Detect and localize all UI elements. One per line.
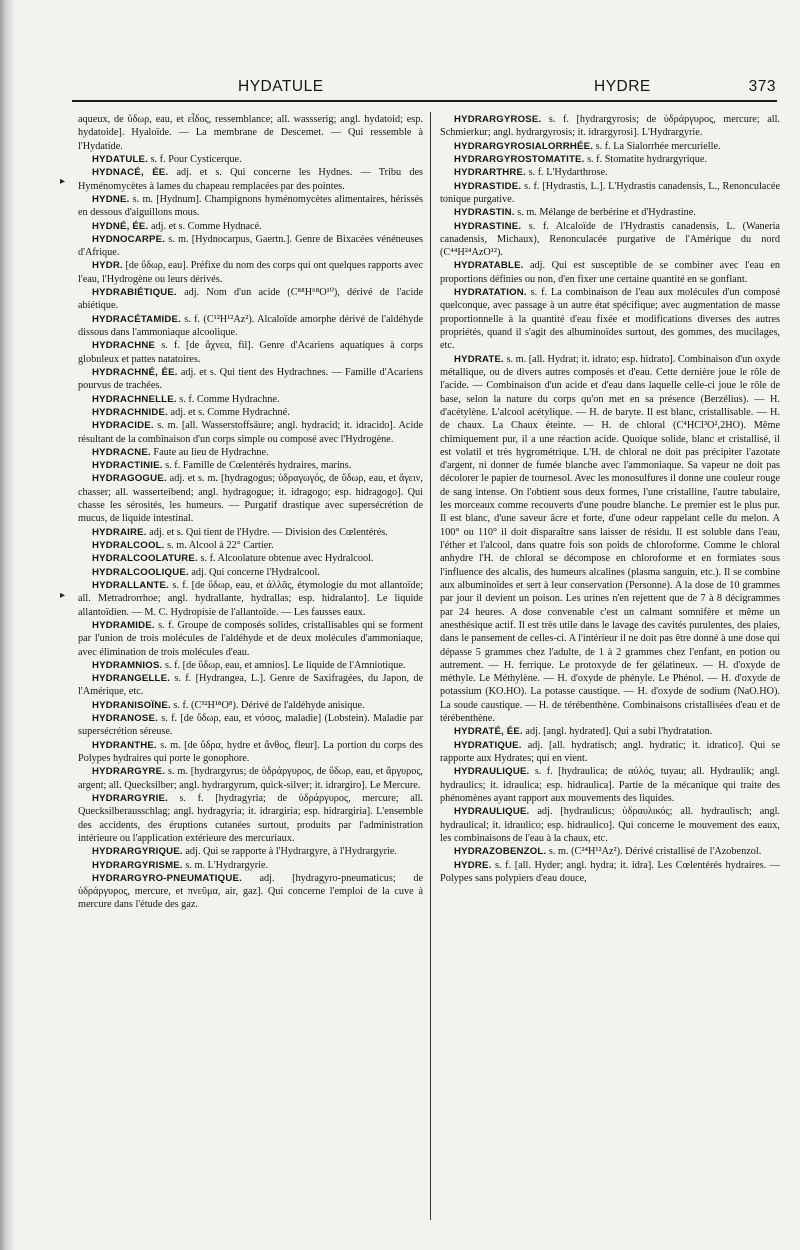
entry-definition: s. f. [Hydrangea, L.]. Genre de Saxifragées, du Japon, de l'Amérique, etc. (78, 673, 423, 698)
entry-headword: HYDNÉ, ÉE. (92, 220, 149, 232)
page-number: 373 (748, 78, 776, 95)
entry-headword: HYDRARGYROSIALORRHÉE. (454, 140, 594, 152)
entry-definition: aqueux, de ὕδωρ, eau, et εἶδος, ressemblance; all. wassserig; angl. hydatoid; esp. hydatoide]. Hyaloïde. — La membrane de Descemet. — Qui ressemble à l'Hydatide. (78, 114, 423, 152)
entry-definition: s. m. [hydrargyrus; de ὑδράργυρος, de ὕδωρ, eau, et ἄργυρος, argent; all. Quecksilber; angl. hydrargyrum, quick-silver; it. idrargiro]. Le Mercure. (78, 766, 423, 791)
entry-headword: HYDRACÉTAMIDE. (92, 313, 181, 325)
header-last-word: HYDRE (594, 78, 651, 95)
entry-headword: HYDNE. (92, 193, 130, 205)
dictionary-entry (78, 526, 423, 539)
entry-definition: s. f. Pour Cysticerque. (148, 153, 242, 165)
entry-headword: HYDRALCOOLIQUE. (92, 566, 189, 578)
entry-headword: HYDRANTHE. (92, 739, 157, 751)
entry-definition: s. f. [de ἄχνεα, fil]. Genre d'Acariens aquatiques à corps globuleux et pattes natatoires. (78, 340, 423, 365)
entry-headword: HYDRABIÉTIQUE. (92, 287, 177, 299)
dictionary-entry (78, 446, 423, 459)
dictionary-entry (440, 180, 780, 207)
entry-headword: HYDRATÉ, ÉE. (454, 726, 523, 738)
entry-definition: [de ὕδωρ, eau]. Préfixe du nom des corps qui ont quelques rapports avec l'eau, l'Hydrogène ou leurs dérivés. (78, 260, 423, 285)
dictionary-entry (78, 393, 423, 406)
entry-headword: HYDRALCOOLATURE. (92, 553, 198, 565)
entry-definition: adj. et s. Qui concerne les Hydnes. — Tribu des Hyménomycètes à lames du chapeau remplacées par des pointes. (78, 167, 423, 192)
dictionary-entry (78, 659, 423, 672)
dictionary-entry (440, 286, 780, 353)
running-header (48, 76, 776, 102)
entry-headword: HYDRALCOOL. (92, 540, 165, 551)
dictionary-entry (78, 419, 423, 446)
dictionary-entry (440, 140, 780, 153)
dictionary-entry (78, 220, 423, 233)
entry-definition: s. m. [all. Wasserstoffsäure; angl. hydracid; it. idracido]. Acide résultant de la combinaison d'un corps simple ou composé avec l'Hydrogène. (78, 420, 423, 445)
margin-mark: ▸ (60, 176, 66, 187)
entry-headword: HYDRACHNIDE. (92, 406, 168, 418)
entry-definition: s. f. [hydragyria; de ὑδράργυρος, mercure; all. Quecksilberausschlag; angl. hydragyria; it. idrargiria; esp. hidrargiria]. L'ensemble des accidents, des éruptions cutanées surtout, produits par l'administration intérieure ou l'application extérieure des mercuriaux. (78, 792, 423, 844)
entry-headword: HYDRARGYRE. (92, 766, 166, 778)
entry-definition: adj. [all. hydratisch; angl. hydratic; it. idratico]. Qui se rapporte aux Hydrates; qui en vient. (440, 739, 780, 764)
dictionary-entry (78, 339, 423, 366)
entry-definition: s. f. (C¹²H¹²Az²). Alcaloïde amorphe dérivé de l'aldéhyde dissous dans l'ammoniaque alcoolique. (78, 313, 423, 338)
dictionary-entry (78, 579, 423, 619)
entry-headword: HYDRAIRE. (92, 526, 147, 538)
dictionary-entry (78, 366, 423, 393)
dictionary-entry (440, 845, 780, 858)
entry-definition: s. f. Stomatite hydrargyrique. (584, 153, 708, 165)
entry-definition: s. m. [Hydnum]. Champignons hyménomycètes alimentaires, hérissés en dessous d'aiguillons mous. (78, 193, 423, 219)
entry-headword: HYDRASTIN. (454, 207, 515, 219)
dictionary-entry (78, 672, 423, 699)
entry-headword: HYDRATABLE. (454, 260, 524, 272)
dictionary-entry (78, 619, 423, 659)
entry-headword: HYDRARGYRIE. (92, 792, 168, 804)
entry-headword: HYDRARGYRISME. (92, 859, 183, 871)
entry-headword: HYDRAMNIOS. (92, 659, 163, 671)
entry-headword: HYDRAZOBENZOL. (454, 846, 547, 858)
dictionary-entry (440, 739, 780, 766)
header-rule (72, 100, 777, 102)
dictionary-entry (440, 765, 780, 805)
entry-definition: s. m. L'Hydrargyrie. (182, 859, 269, 871)
entry-headword: HYDRARGYROSTOMATITE. (454, 153, 585, 165)
dictionary-entry (440, 805, 780, 845)
dictionary-entry (78, 472, 423, 525)
entry-definition: s. f. (C³²H¹⁸O⁸). Dérivé de l'aldéhyde anisique. (170, 699, 365, 711)
dictionary-entry (440, 113, 780, 140)
dictionary-entry (440, 859, 780, 886)
dictionary-entry (440, 153, 780, 166)
entry-definition: Faute au lieu de Hydrachne. (150, 446, 269, 458)
dictionary-entry (440, 725, 780, 738)
entry-definition: s. m. [Hydnocarpus, Gaertn.]. Genre de Bixacées vénéneuses d'Afrique. (78, 233, 423, 259)
dictionary-entry (78, 792, 423, 845)
entry-definition: s. f. Alcaloïde de l'Hydrastis canadensis, L. (Waneria canadensis, Michaux), Renonculacée purgative de l'Amérique du nord (C⁴⁴H²⁴AzO¹²). (440, 220, 780, 259)
entry-definition: adj. et s. Comme Hydnacé. (148, 220, 262, 232)
entry-definition: adj. et s. Comme Hydrachné. (167, 406, 290, 418)
dictionary-entry (78, 699, 423, 712)
entry-definition: adj. et s. Qui tient de l'Hydre. — Division des Cœlentérés. (146, 526, 388, 538)
entry-definition: s. f. L'Hydarthrose. (526, 167, 608, 179)
dictionary-entry (78, 566, 423, 579)
dictionary-entry (78, 113, 423, 153)
entry-headword: HYDRACHNE (92, 340, 156, 352)
entry-definition: s. f. La Sialorrhée mercurielle. (593, 140, 721, 152)
header-first-word: HYDATULE (238, 78, 324, 95)
entry-headword: HYDRACNE. (92, 446, 151, 458)
entry-definition: adj. Qui concerne l'Hydralcool. (188, 566, 320, 578)
dictionary-entry (78, 166, 423, 193)
dictionary-entry (440, 206, 780, 219)
entry-headword: HYDNOCARPE. (92, 233, 166, 245)
dictionary-entry (78, 552, 423, 565)
dictionary-entry (78, 712, 423, 739)
dictionary-entry (78, 859, 423, 872)
entry-definition: s. m. Mélange de berbérine et d'Hydrastine. (514, 207, 696, 219)
entry-definition: s. f. [hydrargyrosis; de ὑδράργυρος, mercure; all. Schmierkur; angl. hydrargyrosis; it. idrargyrosi]. L'Hydrargyrie. (440, 114, 780, 139)
entry-headword: HYDRARGYROSE. (454, 114, 542, 125)
dictionary-entry (78, 259, 423, 286)
dictionary-entry (78, 872, 423, 912)
dictionary-entry (78, 459, 423, 472)
left-column (78, 113, 423, 912)
dictionary-entry (78, 313, 423, 340)
dictionary-entry (78, 153, 423, 166)
dictionary-entry (78, 233, 423, 260)
entry-headword: HYDRACHNELLE. (92, 393, 177, 405)
entry-headword: HYDRARGYRIQUE. (92, 846, 183, 858)
entry-headword: HYDRATE. (454, 353, 504, 365)
entry-headword: HYDRASTINE. (454, 220, 522, 232)
entry-headword: HYDRAMIDE. (92, 619, 155, 631)
entry-definition: s. f. Alcoolature obtenue avec Hydralcool. (197, 553, 374, 565)
entry-definition: s. f. [all. Hyder; angl. hydra; it. idra]. Les Cœlentérés hydraires. — Polypes sans polypiers d'eau douce, (440, 859, 780, 884)
dictionary-entry (78, 765, 423, 792)
dictionary-entry (440, 166, 780, 179)
entry-definition: adj. et s. m. [hydragogus; ὑδραγωγός, de ὕδωρ, eau, et ἄγειν, chasser; all. wasserteibend; angl. hydragogue; it. idragogo; esp. hidragogo]. Qui chasse les sérosités, les humeurs. — Purgatif drastique avec supersécrétion de mucus, de liquide intestinal. (78, 473, 423, 525)
entry-definition: s. f. Groupe de composés solides, cristallisables qui se forment par l'union de trois molécules de l'aldéhyde et de deux molécules d'ammoniaque, avec élimination de trois molécules d'eau. (78, 619, 423, 658)
dictionary-entry (440, 353, 780, 726)
dictionary-entry (440, 259, 780, 286)
entry-definition: adj. [angl. hydrated]. Qui a subi l'hydratation. (522, 726, 713, 738)
entry-definition: adj. et s. Qui tient des Hydrachnes. — Famille d'Acariens pourvus de trachées. (78, 366, 423, 392)
dictionary-entry (78, 739, 423, 766)
entry-definition: s. m. [all. Hydrat; it. idrato; esp. hidrato]. Combinaison d'un oxyde métallique, ou de divers autres composés et d'eau. Cette dernière joue le rôle de l'acide. — Combinaison d'un acide et d'eau dans laquelle celle-ci joue le rôle de base, selon la nature du corps qu'on met en sa présence (Berzélius). — H. d'acétylène. L'alcool acétylique. — H. de baryte. Il est blanc, cristallisable. — H. de chaux. La Chaux éteinte. — H. de chloral (C⁴HCl³O²,2HO). Même chimiquement pur, il a une réaction acide. Quoique solide, blanc et cristallisé, il est volatil et très hygrométrique. L'H. de chloral ne doit pas précipiter l'azotate d'argent, ni donner de fumée blanche avec l'ammoniaque. Sa vapeur ne doit pas décolorer le papier de tournesol. Avec les monosulfures il donne une couleur rouge de sang intense. On l'obtient sous deux formes, l'une cristalline, l'autre tabulaire, les morceaux comme recouverts d'une poudre blanche. Le premier est le plus pur. Il est blanc, d'une saveur âcre et forte, d'une odeur rappelant celle du melon. A 100° ou 110° il doit disparaître sans laisser de résidu. Il est soluble dans l'eau, l'éther et l'alcool, dans quatre fois son poids de chloroforme. Comme le chloral anhydre l'H. de chloral se décompose en chloroforme et en formiates sous l'influence des alcalis, des humeurs alcalines (plasma sanguin, etc.). Il se combine aux albuminoïdes et sert à leur conservation (Personne). A la dose de 10 grammes par jour il devient un poison. Les urines n'en rejettent que de 7 à 8 décigrammes par 24 heures. A dose convenable c'est un calmant somnifère et même un anesthésique actif. Il est très utile dans le lavage des cavités purulentes, des plaies, dans le pansement de celles-ci. A l'intérieur il ne doit pas être donné à une dose qui dépasse 5 grammes chez l'adulte, de 1 à 2 grammes chez l'enfant, en potion ou autrement. — H. ferrique. Le protoxyde de fer gélatineux. — H. d'oxyde de méthyle. Le Méthylène. — H. d'oxyde de phényle. Le Phénol. — H. d'oxyde de potassium (KO.HO). La potasse caustique. — H. d'oxyde de sodium (NaO.HO). La soude caustique. — H. de térébenthène. Combinaisons cristallisées d'eau et de térébenthène. (440, 353, 780, 725)
entry-definition: s. m. (C²⁴H¹²Az²). Dérivé cristallisé de l'Azobenzol. (546, 846, 762, 858)
column-separator (430, 112, 431, 1220)
margin-mark: ▸ (60, 590, 66, 601)
entry-definition: s. f. La combinaison de l'eau aux molécules d'un composé quelconque, avec passage à un autre état spécifique; avec augmentation de masse proportionnelle à la quantité d'eau fixée et modifications diverses des autres propriétés, quand il s'agit des albuminoïdes surtout, des gommes, des mucilages, etc. (440, 287, 780, 352)
entry-headword: HYDATULE. (92, 153, 148, 165)
entry-definition: s. m. Alcool à 22° Cartier. (164, 540, 274, 551)
entry-definition: s. f. [hydraulica; de αὐλός, tuyau; all. Hydraulik; angl. hydraulics; it. idraulica; esp. hidraulica]. Partie de la mécanique qui traite des phénomènes ayant rapport aux mouvements des liquides. (440, 766, 780, 804)
dictionary-entry (78, 286, 423, 313)
entry-definition: adj. [hydragyro-pneumaticus; de ὑδράργυρος, mercure, et πνεῦμα, air, gaz]. Qui concerne l'emploi de la cuve à mercure dans l'étude des gaz. (78, 872, 423, 911)
entry-headword: HYDRARTHRE. (454, 167, 527, 179)
entry-headword: HYDRAULIQUE. (454, 806, 530, 818)
entry-headword: HYDRANOSE. (92, 713, 158, 725)
entry-headword: HYDNACÉ, ÉE. (92, 167, 169, 179)
right-column (440, 113, 780, 885)
entry-headword: HYDRANGELLE. (92, 673, 171, 685)
dictionary-entry (78, 539, 423, 552)
entry-definition: s. m. [de ὕδρα, hydre et ἄνθος, fleur]. La portion du corps des Polypes hydraires qui porte le gonophore. (78, 739, 423, 764)
entry-definition: s. f. [de ὕδωρ, eau, et amnios]. Le liquide de l'Amniotique. (162, 659, 406, 671)
dictionary-entry (78, 193, 423, 220)
entry-headword: HYDRACTINIE. (92, 460, 163, 472)
entry-definition: adj. Nom d'un acide (C⁸⁸H⁶⁸O¹⁰), dérivé de l'acide abiétique. (78, 287, 423, 312)
dictionary-entry (78, 845, 423, 858)
entry-definition: adj. Qui est susceptible de se combiner avec l'eau en proportions définies ou non, d'en fixer une certaine quantité en se gonflant. (440, 260, 780, 285)
entry-definition: adj. Qui se rapporte à l'Hydrargyre, à l'Hydrargyrie. (182, 846, 397, 858)
entry-definition: s. f. [de ὕδωρ, eau, et νόσος, maladie] (Lobstein). Maladie par supersécrétion séreuse. (78, 713, 423, 738)
entry-headword: HYDRE. (454, 859, 492, 871)
entry-headword: HYDRASTIDE. (454, 180, 522, 192)
dictionary-entry (78, 406, 423, 419)
entry-headword: HYDRATIQUE. (454, 739, 522, 751)
entry-headword: HYDRARGYRO-PNEUMATIQUE. (92, 872, 242, 884)
entry-headword: HYDR. (92, 260, 123, 272)
dictionary-entry (440, 220, 780, 260)
entry-definition: adj. [hydraulicus; ὑδραυλικός; all. hydraulisch; angl. hydraulical; it. idraulico; esp. hidraulico]. Qui concerne le mouvement des eaux, les combinaisons de l'eau à la chaux, etc. (440, 806, 780, 844)
entry-headword: HYDRATATION. (454, 287, 527, 299)
entry-headword: HYDRAGOGUE. (92, 473, 167, 485)
entry-headword: HYDRALLANTE. (92, 579, 170, 591)
entry-headword: HYDRACHNÉ, ÉE. (92, 366, 178, 378)
page-gutter-shadow (0, 0, 14, 1250)
entry-definition: s. f. Famille de Cœlentérés hydraires, marins. (162, 460, 352, 472)
entry-headword: HYDRAULIQUE. (454, 766, 530, 778)
entry-headword: HYDRANISOÏNE. (92, 699, 171, 711)
entry-definition: s. f. Comme Hydrachne. (176, 393, 280, 405)
entry-definition: s. f. [Hydrastis, L.]. L'Hydrastis canadensis, L., Renonculacée tonique purgative. (440, 180, 780, 205)
entry-definition: s. f. [de ὕδωρ, eau, et ἀλλᾶς, étymologie du mot allantoïde; all. Metradrorrhoe; angl. hydrallante, hydrallas; esp. hidralanto]. Le liquide allantoïdien. — M. C. Hydropisie de l'allantoïde. — Les fausses eaux. (78, 579, 423, 618)
entry-headword: HYDRACIDE. (92, 420, 154, 432)
